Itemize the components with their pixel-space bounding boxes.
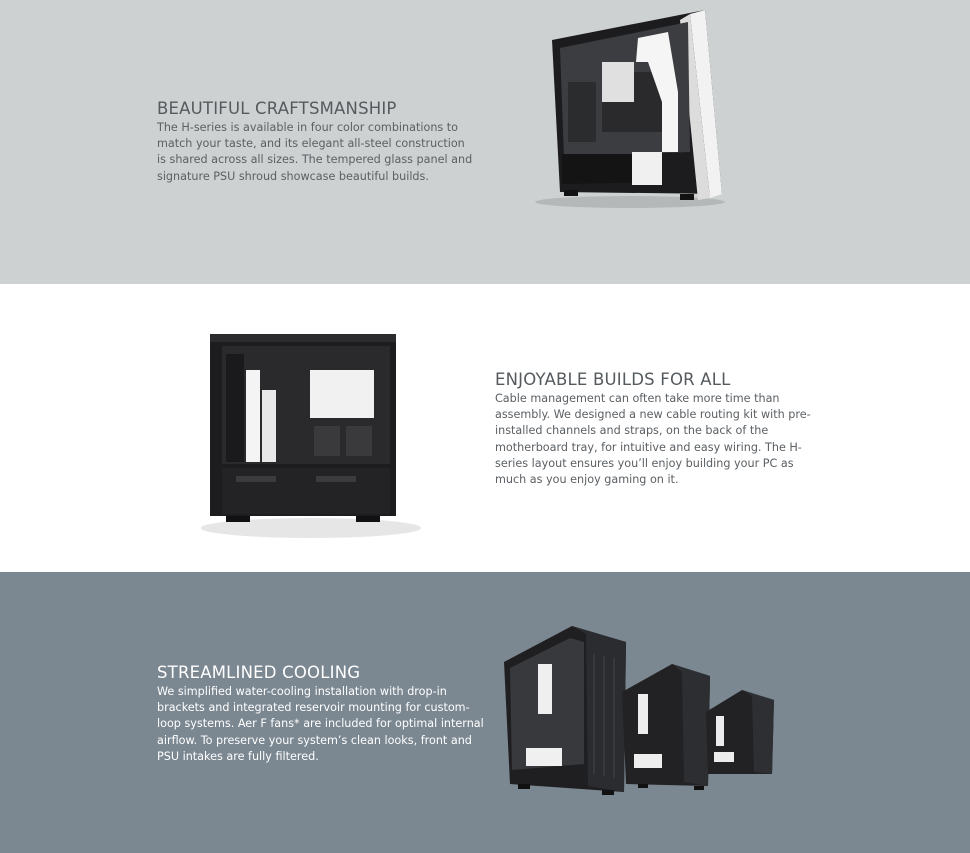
craftsmanship-text [157, 99, 477, 185]
builds-text [495, 370, 825, 488]
pc-case-rear-image [196, 330, 426, 545]
section-heading: BEAUTIFUL CRAFTSMANSHIP [157, 99, 397, 118]
section-body: We simplified water-cooling installation with drop-in brackets and integrated reservoir mounting for custom-loop systems. Aer F fans* are included for optimal internal airflow. To preserve your system’s clean looks, front and PSU intakes are fully filtered. [157, 685, 484, 763]
section-body: Cable management can often take more time than assembly. We designed a new cable routing kit with pre-installed channels and straps, on the back of the motherboard tray, for intuitive and easy wiring. The H-series layout ensures you’ll enjoy building your PC as much as you enjoy gaming on it. [495, 392, 811, 487]
builds-section [0, 284, 970, 572]
craftsmanship-section [0, 0, 970, 284]
section-body: The H-series is available in four color combinations to match your taste, and its elegant all-steel construction is shared across all sizes. The tempered glass panel and signature PSU shroud showcase beautiful builds. [157, 121, 473, 183]
cooling-section [0, 572, 970, 853]
section-heading: STREAMLINED COOLING [157, 663, 361, 682]
pc-case-front-image [530, 2, 740, 214]
pc-case-lineup-image [498, 624, 780, 799]
cooling-text [157, 663, 487, 765]
section-heading: ENJOYABLE BUILDS FOR ALL [495, 370, 731, 389]
